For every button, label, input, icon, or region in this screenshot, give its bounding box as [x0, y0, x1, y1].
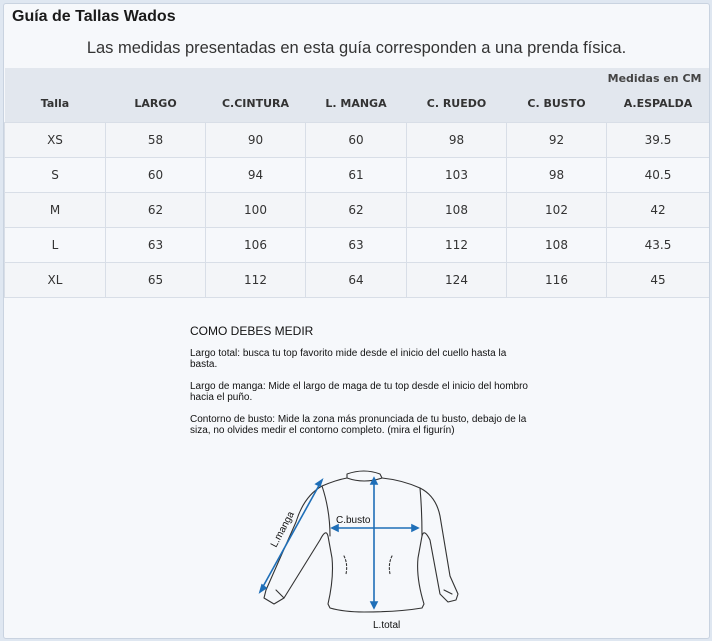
left-armhole-seam [322, 486, 330, 536]
cell-busto: 98 [507, 158, 607, 193]
right-armhole-seam [420, 488, 422, 536]
right-cuff-line [444, 590, 452, 594]
table-row [5, 228, 710, 263]
cell-espalda: 40.5 [607, 158, 710, 193]
busto-arrow-right [412, 525, 418, 531]
cell-size: M [5, 193, 106, 228]
garment-figure [252, 466, 482, 634]
size-table [4, 68, 710, 298]
cell-largo: 62 [106, 193, 206, 228]
cell-cintura: 112 [206, 263, 306, 298]
table-row [5, 158, 710, 193]
manga-arrow-top [316, 480, 322, 486]
cell-ruedo: 124 [407, 263, 507, 298]
cell-size: XS [5, 123, 106, 158]
cell-espalda: 39.5 [607, 123, 710, 158]
header-ruedo: C. RUEDO [407, 85, 507, 123]
cell-espalda: 45 [607, 263, 710, 298]
cell-busto: 108 [507, 228, 607, 263]
cell-cintura: 90 [206, 123, 306, 158]
cell-cintura: 94 [206, 158, 306, 193]
cell-size: S [5, 158, 106, 193]
cell-manga: 60 [306, 123, 407, 158]
size-guide-card [3, 3, 710, 639]
label-total: L.total [373, 620, 401, 631]
table-row [5, 123, 710, 158]
instruction-contorno-busto: Contorno de busto: Mide la zona más pronunciada de tu busto, debajo de la siza, no olvides medir el contorno completo. (mira el figurín) [190, 414, 527, 436]
cell-manga: 63 [306, 228, 407, 263]
table-header-row [5, 85, 710, 123]
label-manga: L.manga [268, 509, 297, 550]
cell-largo: 58 [106, 123, 206, 158]
unit-row [5, 68, 710, 85]
cell-largo: 65 [106, 263, 206, 298]
total-arrow-bottom [371, 602, 377, 608]
cell-ruedo: 108 [407, 193, 507, 228]
cell-manga: 64 [306, 263, 407, 298]
total-arrow-top [371, 478, 377, 484]
label-busto: C.busto [336, 515, 371, 526]
cell-cintura: 106 [206, 228, 306, 263]
cell-espalda: 43.5 [607, 228, 710, 263]
cell-busto: 102 [507, 193, 607, 228]
cell-ruedo: 98 [407, 123, 507, 158]
cell-busto: 116 [507, 263, 607, 298]
manga-arrow-bottom [260, 585, 266, 592]
cell-cintura: 100 [206, 193, 306, 228]
cell-ruedo: 103 [407, 158, 507, 193]
dart-left [344, 556, 347, 574]
cell-manga: 61 [306, 158, 407, 193]
table-row [5, 263, 710, 298]
header-busto: C. BUSTO [507, 85, 607, 123]
garment-sketch [252, 466, 482, 634]
manga-measure-line [260, 480, 322, 592]
page-title: Guía de Tallas Wados [12, 8, 176, 25]
cell-largo: 60 [106, 158, 206, 193]
header-talla: Talla [5, 85, 106, 123]
cell-espalda: 42 [607, 193, 710, 228]
instruction-largo-manga: Largo de manga: Mide el largo de maga de tu top desde el inicio del hombro hacia el puño. [190, 381, 528, 403]
left-cuff-line [276, 590, 284, 598]
neckline [347, 478, 382, 481]
cell-size: XL [5, 263, 106, 298]
instruction-largo-total: Largo total: busca tu top favorito mide desde el inicio del cuello hasta la basta. [190, 348, 507, 370]
garment-outline [264, 471, 458, 612]
measuring-instructions [190, 324, 530, 447]
cell-ruedo: 112 [407, 228, 507, 263]
header-espalda: A.ESPALDA [607, 85, 710, 123]
cell-largo: 63 [106, 228, 206, 263]
instructions-heading: COMO DEBES MEDIR [190, 324, 314, 338]
unit-note: Medidas en CM [607, 68, 710, 85]
table-row [5, 193, 710, 228]
cell-busto: 92 [507, 123, 607, 158]
header-manga: L. MANGA [306, 85, 407, 123]
header-cintura: C.CINTURA [206, 85, 306, 123]
cell-manga: 62 [306, 193, 407, 228]
page-subtitle: Las medidas presentadas en esta guía corresponden a una prenda física. [86, 39, 627, 57]
dart-right [389, 556, 392, 574]
cell-size: L [5, 228, 106, 263]
header-largo: LARGO [106, 85, 206, 123]
